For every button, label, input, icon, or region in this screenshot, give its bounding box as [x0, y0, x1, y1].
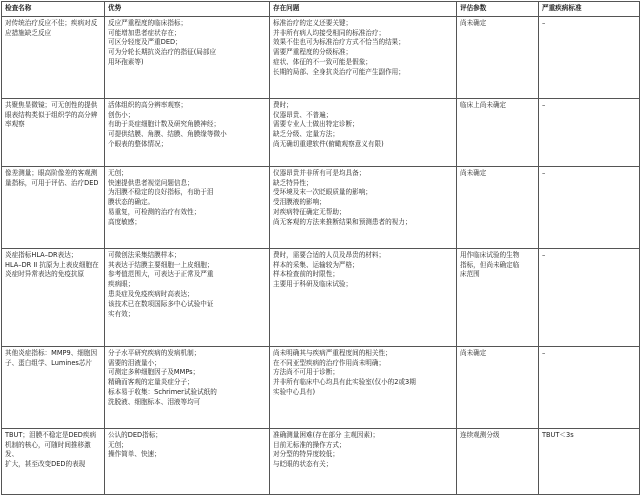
cell-line: 率观察 — [5, 120, 25, 129]
cell-line: 精确而客观的定量炎症分子； — [108, 378, 194, 387]
cell-line: 可为分轮长期抗炎治疗的指征(局部应 — [108, 48, 217, 57]
cell-line: 量指标，可用于评估、治疗DED — [5, 178, 99, 187]
cell-line: 样本的采集、运输较为严格； — [273, 260, 359, 269]
cell-line: 炎症时异常表达的免疫抗原 — [5, 270, 85, 279]
cell-params — [457, 248, 539, 346]
cell-line: 参考值范围大，可表达于正常及严重 — [108, 270, 214, 279]
cell-line: 炎症指标HLA–DR表达； — [5, 250, 78, 259]
cell-params — [457, 166, 539, 248]
cell-line: HLA–DR II 抗原为上表皮细胞在 — [5, 260, 99, 269]
cell-criteria — [539, 16, 640, 98]
table-row — [2, 428, 640, 494]
cell-line: 尚未明确其与疾病严重程度间的相关性； — [273, 348, 392, 357]
cell-line: 有助于炎症细胞计数及研究角膜神经； — [108, 120, 221, 129]
cell-line: 其表达于结膜主要细胞一上皮细胞； — [108, 260, 214, 269]
cell-criteria — [539, 346, 640, 428]
cell-name — [2, 16, 105, 98]
cell-line: 为泪膜不稳定的良好指标，有助于泪 — [108, 188, 214, 197]
cell-params — [457, 16, 539, 98]
header-row — [2, 2, 640, 17]
cell-line: 效果不佳也可为标准治疗方式不恰当的结果； — [273, 38, 405, 47]
cell-line: – — [542, 18, 546, 27]
cell-line: 尚未确定 — [460, 18, 487, 27]
cell-line: 与眨眼的状态有关； — [273, 460, 333, 469]
cell-line: 对分型的特异度较低； — [273, 450, 339, 459]
cell-advantages — [105, 16, 270, 98]
cell-line: – — [542, 348, 546, 357]
cell-line: 样本检查前的时限性； — [273, 270, 339, 279]
table-row — [2, 166, 640, 248]
cell-line: 费时，需要合适的人员及昂贵的材料； — [273, 250, 386, 259]
cell-line: 临床上尚未确定 — [460, 100, 507, 109]
table-row — [2, 248, 640, 346]
table-row — [2, 16, 640, 98]
cell-line: 缺乏特异性； — [273, 178, 313, 187]
cell-line: 需要专业人士做出特定诊断； — [273, 120, 359, 129]
cell-advantages — [105, 248, 270, 346]
cell-name — [2, 346, 105, 428]
cell-criteria — [539, 98, 640, 166]
cell-line: 主要用于科研及临床试验； — [273, 280, 353, 289]
cell-line: 膜状态的确定。 — [108, 198, 155, 207]
comparison-table — [1, 1, 640, 495]
cell-line: 在不同亚型疾病的治疗作用尚未明确； — [273, 358, 386, 367]
cell-advantages — [105, 98, 270, 166]
cell-line: 创伤小； — [108, 110, 135, 119]
cell-name — [2, 98, 105, 166]
cell-line: 症状、体征的不一致可能是假象； — [273, 57, 372, 66]
table-row — [2, 98, 640, 166]
cell-line: 易重复，可检测的治疗有效性； — [108, 207, 201, 216]
cell-line: 目前无标准的操作方式； — [273, 440, 346, 449]
cell-line: 无创； — [108, 168, 128, 177]
cell-line: TBUT；泪膜不稳定是DED疾病 — [5, 430, 97, 439]
cell-params — [457, 346, 539, 428]
header-params: 评估参数 — [457, 2, 539, 17]
cell-line: 仪器昂贵并非所有可是均具备； — [273, 168, 366, 177]
cell-line: – — [542, 168, 546, 177]
cell-problems — [270, 98, 457, 166]
cell-line: 洗脱液、细胞标本、泪液等均可 — [108, 397, 201, 406]
cell-line: 并非所有病人均接受相同的标准治疗； — [273, 28, 386, 37]
cell-name — [2, 166, 105, 248]
cell-problems — [270, 16, 457, 98]
cell-name — [2, 428, 105, 494]
cell-line: 无创； — [108, 440, 128, 449]
cell-line: 其他炎症指标：MMP9、细胞因 — [5, 348, 98, 357]
cell-line: 机制的核心，可随时间推移激发、 — [5, 440, 91, 459]
cell-problems — [270, 248, 457, 346]
cell-line: 仪器昂贵、不普遍； — [273, 110, 333, 119]
cell-line: 分子水平研究疾病的发病机制； — [108, 348, 201, 357]
cell-line: 可区分轻度及严重DED； — [108, 38, 182, 47]
cell-line: 子、蛋白组学、Lumines芯片 — [5, 358, 93, 367]
cell-line: 长期的局部、全身抗炎治疗可能产生副作用； — [273, 67, 405, 76]
cell-line: 尚未确定 — [460, 168, 487, 177]
cell-line: 对传统治疗反应不佳；疾病对反 — [5, 18, 98, 27]
cell-criteria — [539, 428, 640, 494]
cell-line: 方法尚不可用于诊断； — [273, 368, 339, 377]
cell-line: 活体组织的高分辨率观察； — [108, 100, 188, 109]
cell-line: 连续观测分级 — [460, 430, 500, 439]
cell-line: 应措施缺乏反应 — [5, 28, 52, 37]
cell-line: 用作临床试验的生物 — [460, 250, 520, 259]
table-row — [2, 346, 640, 428]
cell-line: 床范围 — [460, 270, 480, 279]
cell-line: 可提供结膜、角膜、结膜、角膜缘等微小 — [108, 130, 227, 139]
cell-line: 像差测量；眼高阶像差的客观测 — [5, 168, 98, 177]
cell-line: 并非所有临床中心均具有此实验室(仅小的2或3期 — [273, 378, 416, 387]
cell-line: 操作简单、快速； — [108, 450, 161, 459]
cell-line: 受环境及末一次眨眼质量的影响； — [273, 188, 372, 197]
cell-line: 眼表结构类似于组织学的高分辨 — [5, 110, 98, 119]
cell-line: 需要严重程度的分级标准； — [273, 48, 353, 57]
cell-line: 可能增加患者症状存在； — [108, 28, 181, 37]
cell-line: 需要的泪液量小； — [108, 358, 161, 367]
cell-params — [457, 428, 539, 494]
header-problems: 存在问题 — [270, 2, 457, 17]
cell-line: 受泪膜液的影响； — [273, 198, 326, 207]
cell-line: 反应严重程度的临床指标； — [108, 18, 188, 27]
cell-line: 个眼表的整体情况； — [108, 139, 168, 148]
cell-line: 高度敏感； — [108, 217, 141, 226]
cell-line: 共聚焦显微镜；可无创性的提供 — [5, 100, 98, 109]
cell-name — [2, 248, 105, 346]
cell-line: 实有效； — [108, 309, 135, 318]
cell-line: 尚未确定 — [460, 348, 487, 357]
cell-line: 实验中心具有) — [273, 387, 316, 396]
cell-line: 标准治疗的定义还要关键； — [273, 18, 353, 27]
cell-criteria — [539, 166, 640, 248]
cell-advantages — [105, 346, 270, 428]
cell-line: 标本易于收集：Schrimer试验试纸的 — [108, 387, 217, 396]
cell-line: 用环孢素等) — [108, 57, 144, 66]
header-advantages: 优势 — [105, 2, 270, 17]
cell-line: 扩大，甚至改变DED的表现 — [5, 460, 86, 469]
cell-criteria — [539, 248, 640, 346]
cell-params — [457, 98, 539, 166]
cell-line: 快速提供患者视觉问题信息； — [108, 178, 194, 187]
cell-line: 费时； — [273, 100, 293, 109]
cell-line: 可测定多种细胞因子及MMPs； — [108, 368, 200, 377]
cell-problems — [270, 428, 457, 494]
cell-line: 尚无确切重建软件(俯瞰观察意义有限) — [273, 139, 384, 148]
cell-advantages — [105, 428, 270, 494]
cell-line: – — [542, 250, 546, 259]
cell-line: 尚无客观的方法来推断结果和预测患者的视力； — [273, 217, 412, 226]
cell-line: 缺乏分级、定量方法； — [273, 130, 339, 139]
cell-line: 对疾病特征确定无帮助； — [273, 207, 346, 216]
cell-line: 患炎症及免疫疾病时高表达； — [108, 289, 194, 298]
cell-problems — [270, 346, 457, 428]
cell-line: TBUT＜3s — [542, 430, 574, 439]
cell-line: 疾病眼； — [108, 280, 135, 289]
cell-advantages — [105, 166, 270, 248]
header-criteria: 严重疾病标准 — [539, 2, 640, 17]
cell-line: – — [542, 100, 546, 109]
cell-line: 公认的DED指标； — [108, 430, 162, 439]
cell-problems — [270, 166, 457, 248]
cell-line: 指标，但尚未确定临 — [460, 260, 520, 269]
cell-line: 可微创法采集结膜样本； — [108, 250, 181, 259]
cell-line: 准确测量困难(存在部分 主观因素)； — [273, 430, 380, 439]
header-name: 检查名称 — [2, 2, 105, 17]
cell-line: 该技术已在数项国际多中心试验中证 — [108, 299, 214, 308]
